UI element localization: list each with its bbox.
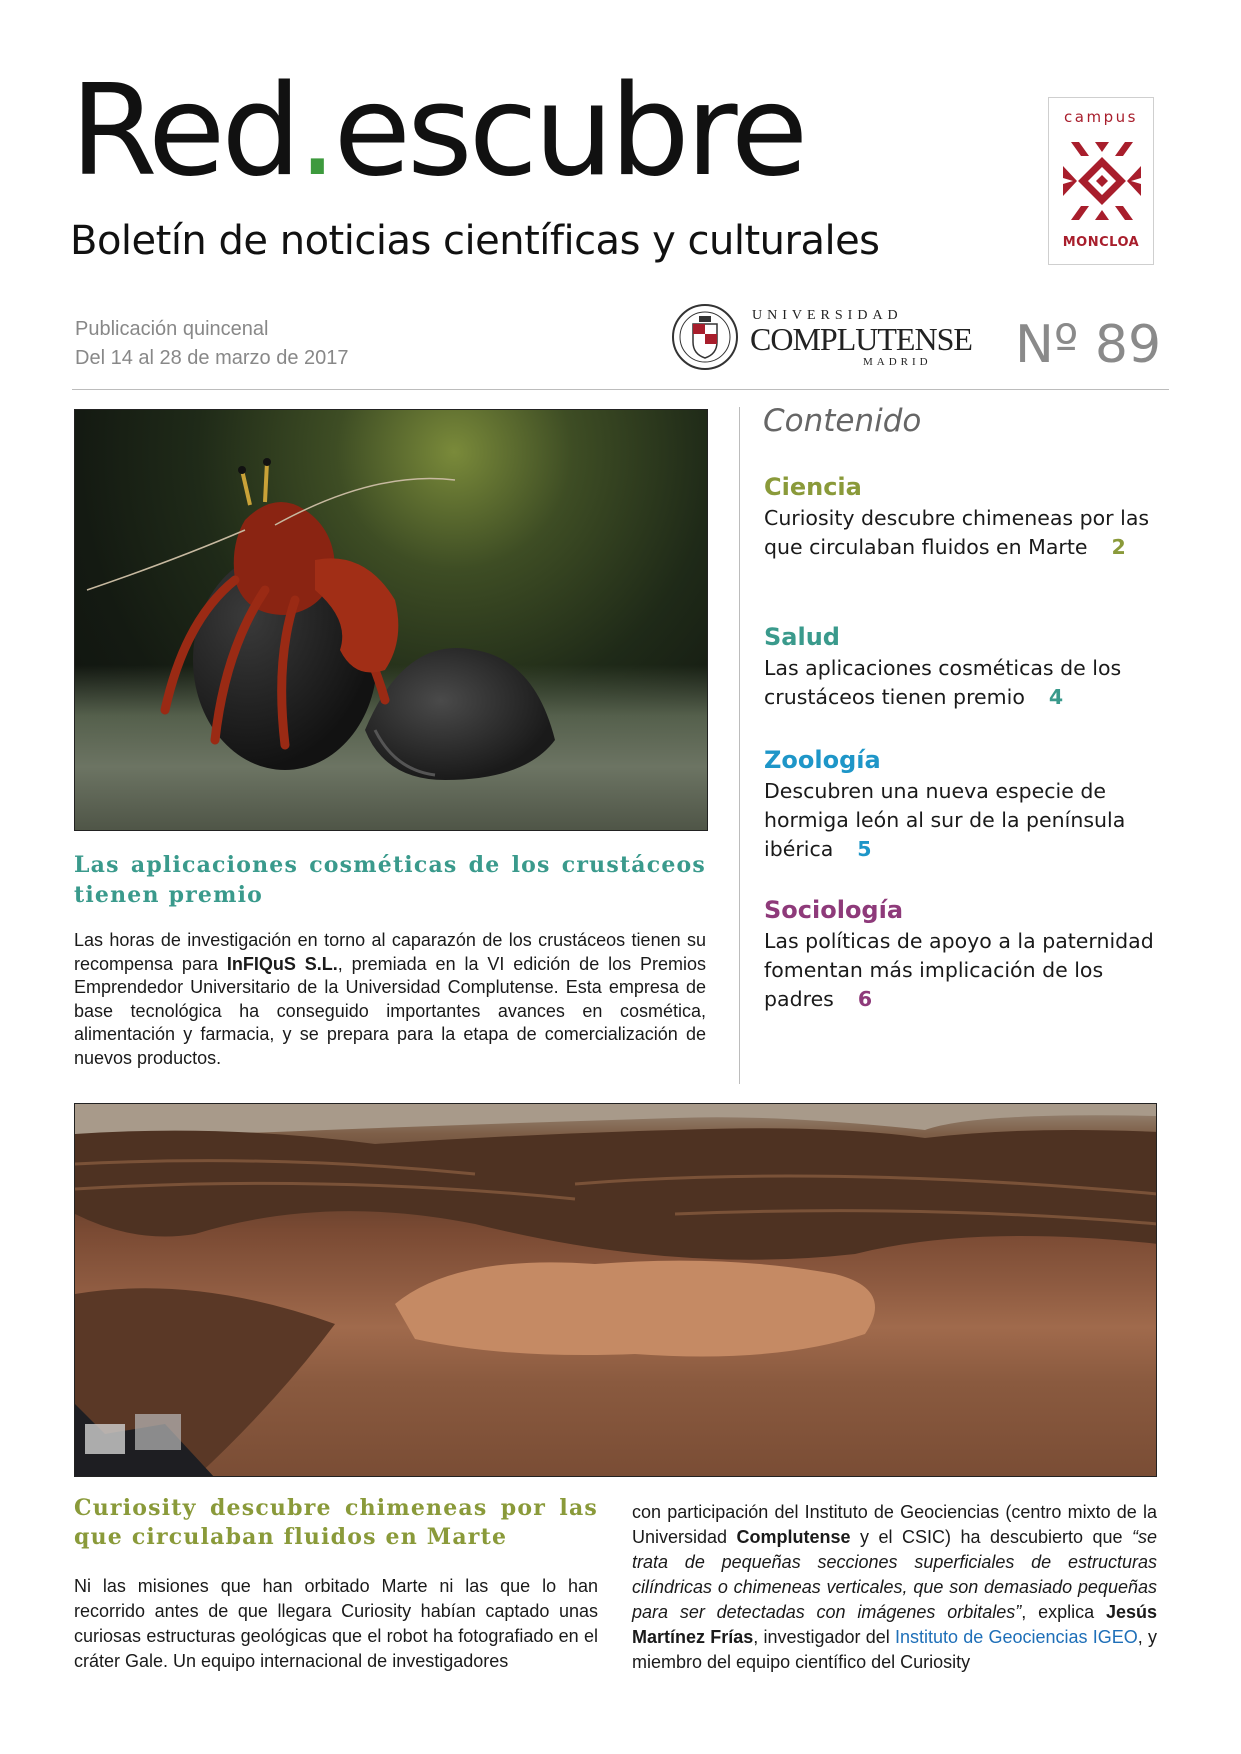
toc-page-number: 2 (1111, 535, 1126, 559)
toc-text (764, 504, 1164, 562)
toc-category: Zoología (764, 746, 881, 774)
article-crustaceos-text-2: , premiada en la VI edición de los Premios Emprendedor Universitario de la Universidad Complutense. Esta empresa de base tecnológica ha conseguido importantes avances en cosmética, alimentación y farmacia, y se prepara para la etapa de comercialización de nuevos productos. (74, 953, 706, 1068)
column-divider (739, 407, 740, 1084)
article-crustaceos-headline: Las aplicaciones cosméticas de los crustáceos tienen premio (74, 852, 706, 908)
hermit-crab-illustration (75, 410, 708, 831)
researcher-name: Jesús Martínez Frías (632, 1602, 1157, 1647)
university-seal-icon (670, 302, 740, 372)
campus-logo-top-text: campus (1064, 108, 1138, 126)
igeo-link[interactable]: Instituto de Geociencias IGEO (894, 1627, 1138, 1647)
toc-category: Ciencia (764, 473, 862, 501)
toc-headline: Descubren una nueva especie de hormiga león al sur de la península ibérica (764, 779, 1126, 861)
contents-title: Contenido (763, 403, 922, 439)
toc-text (764, 654, 1164, 712)
toc-headline: Las políticas de apoyo a la paternidad fomentan más implicación de los padres (764, 929, 1154, 1011)
toc-headline: Curiosity descubre chimeneas por las que circulaban fluidos en Marte (764, 506, 1150, 559)
publication-frequency: Publicación quincenal (75, 318, 269, 340)
publication-info (75, 315, 349, 373)
article-mars-text-2: y el CSIC) ha descubierto que (850, 1527, 1132, 1547)
mars-panorama-photo (74, 1103, 1157, 1477)
complutense-label: COMPLUTENSE (750, 321, 972, 357)
article-crustaceos-text-1: Las horas de investigación en torno al caparazón de los crustáceos tienen su recompensa para (74, 930, 706, 974)
toc-headline: Las aplicaciones cosméticas de los crustáceos tienen premio (764, 656, 1122, 709)
newsletter-tagline: Boletín de noticias científicas y culturales (70, 218, 880, 264)
brand-escubre: escubre (333, 57, 805, 204)
article-mars-headline: Curiosity descubre chimeneas por las que circulaban fluidos en Marte (74, 1495, 598, 1550)
brand-red: Red (70, 57, 298, 204)
toc-page-number: 5 (857, 837, 872, 861)
toc-page-number: 6 (857, 987, 873, 1011)
brand-dot: . (297, 57, 334, 204)
campus-emblem-icon (1059, 138, 1145, 224)
header-divider (72, 389, 1169, 390)
article-mars-text-4: , investigador del (753, 1627, 895, 1647)
hermit-crab-photo (74, 409, 708, 831)
publication-dates: Del 14 al 28 de marzo de 2017 (75, 347, 349, 369)
toc-item-ciencia[interactable] (764, 472, 1164, 562)
article-mars-body-right (632, 1500, 1157, 1675)
article-crustaceos-body (74, 929, 706, 1070)
complutense-bold: Complutense (736, 1527, 851, 1547)
mars-landscape-illustration (75, 1104, 1157, 1477)
toc-page-number: 4 (1048, 685, 1064, 709)
toc-text (764, 927, 1164, 1014)
toc-item-zoologia[interactable] (764, 745, 1164, 864)
toc-category: Salud (764, 623, 840, 651)
toc-item-salud[interactable] (764, 622, 1164, 712)
campus-logo-bottom-text: MONCLOA (1062, 235, 1140, 250)
company-name: InFIQuS S.L. (226, 953, 338, 974)
campus-moncloa-logo (1048, 97, 1154, 265)
newsletter-title (70, 57, 805, 204)
madrid-label: MADRID (863, 356, 932, 368)
toc-item-sociologia[interactable] (764, 895, 1164, 1014)
issue-number: Nº 89 (1015, 315, 1162, 375)
article-mars-body-left: Ni las misiones que han orbitado Marte ni las que lo han recorrido antes de que llegara Curiosity habían captado unas curiosas estructuras geológicas que el robot ha fotografiado en el cráter Gale. Un equipo internacional de investigadores (74, 1576, 598, 1671)
researcher-quote: “se trata de pequeñas secciones superficiales de estructuras cilíndricas o chimeneas verticales, que son demasiado pequeñas para ser detectadas con imágenes orbitales” (632, 1527, 1157, 1622)
toc-text (764, 777, 1164, 864)
article-mars-text-1: con participación del Instituto de Geociencias (centro mixto de la Universidad (632, 1502, 1157, 1547)
article-mars-text-3: , explica (1021, 1602, 1106, 1622)
complutense-logo (670, 302, 972, 372)
university-label: UNIVERSIDAD (752, 308, 903, 323)
toc-category: Sociología (764, 896, 904, 924)
article-mars-text-5: , y miembro del equipo científico del Curiosity (632, 1627, 1157, 1672)
